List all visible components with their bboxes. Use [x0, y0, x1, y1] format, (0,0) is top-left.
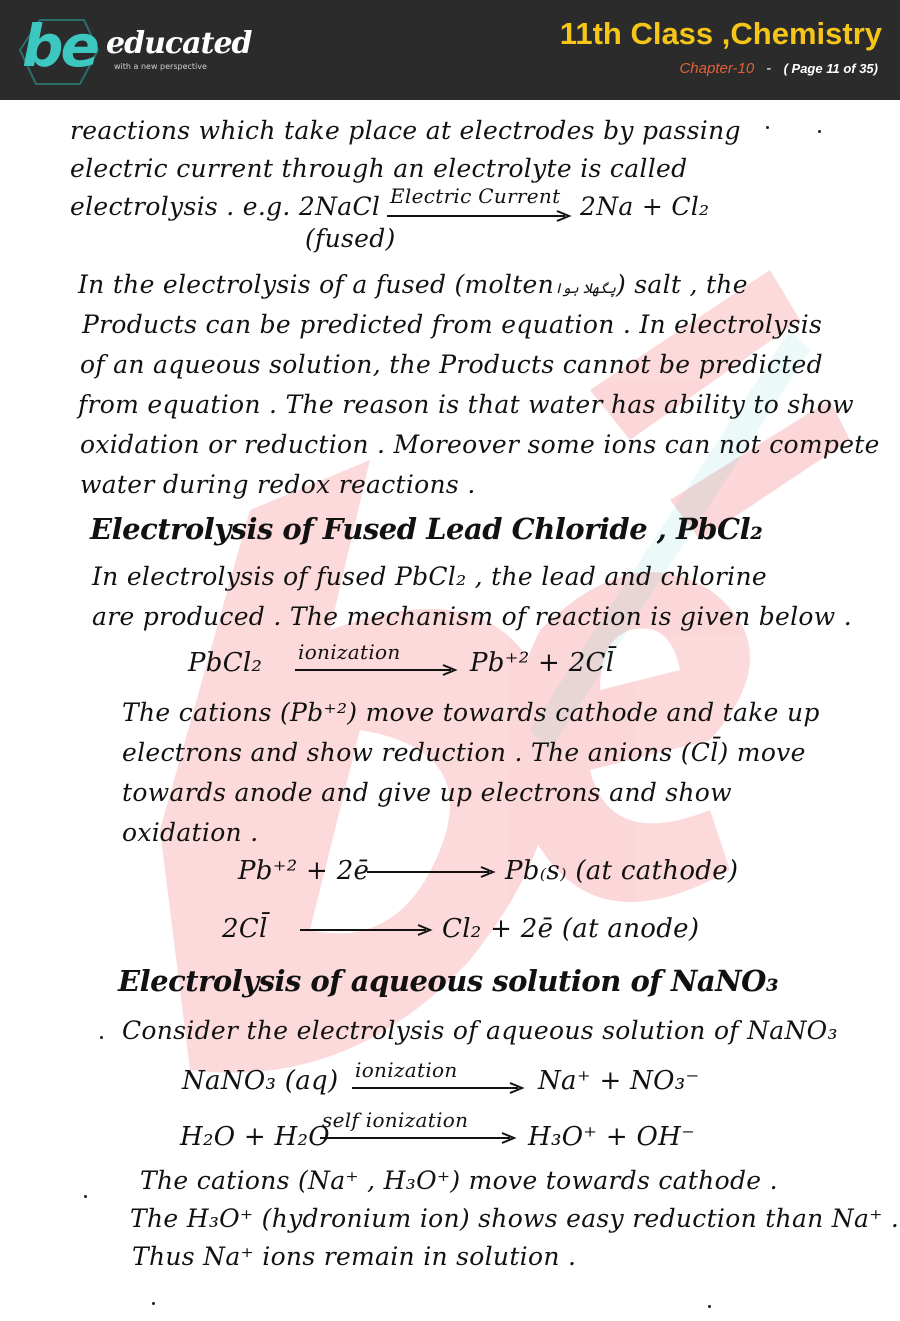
note-line: The H₃O⁺ (hydronium ion) shows easy reduction than Na⁺ .	[130, 1204, 900, 1233]
page-subtitle	[679, 60, 878, 77]
page-number: ( Page 11 of 35)	[783, 61, 878, 76]
arrow-label: self ionization	[322, 1108, 469, 1132]
ink-dot	[84, 1195, 87, 1198]
reaction-arrow-icon	[350, 1082, 530, 1096]
note-text: ) salt , the	[615, 270, 748, 299]
note-line	[78, 270, 748, 299]
ink-dot	[818, 130, 821, 133]
be-educated-logo	[14, 12, 252, 94]
equation-right: Pb⁺² + 2Cl̄	[470, 648, 615, 678]
arrow-label: ionization	[355, 1058, 458, 1082]
arrow-label: ionization	[298, 640, 401, 664]
note-line: electrons and show reduction . The anions (Cl̄) move	[122, 738, 806, 767]
note-line: water during redox reactions .	[80, 470, 476, 499]
chapter-label: Chapter-10	[679, 60, 755, 77]
logo-tagline: with a new perspective	[114, 62, 207, 71]
equation-right: Na⁺ + NO₃⁻	[538, 1066, 700, 1096]
page-title: 11th Class ,Chemistry	[559, 16, 882, 51]
reaction-arrow-icon	[385, 210, 575, 224]
note-line: In electrolysis of fused PbCl₂ , the lead and chlorine	[92, 562, 767, 591]
ink-dot	[766, 126, 769, 129]
note-line: 2Na + Cl₂	[580, 192, 710, 221]
note-line: Thus Na⁺ ions remain in solution .	[132, 1242, 577, 1271]
section-heading: Electrolysis of aqueous solution of NaNO₃	[118, 964, 779, 998]
section-heading: Electrolysis of Fused Lead Chloride , PbCl₂	[90, 512, 763, 546]
equation-right: Pb₍s₎ (at cathode)	[505, 856, 739, 886]
note-line: Consider the electrolysis of aqueous solution of NaNO₃	[122, 1016, 838, 1045]
note-line: The cations (Na⁺ , H₃O⁺) move towards cathode .	[140, 1166, 778, 1195]
ink-dot	[100, 1036, 103, 1039]
note-line: are produced . The mechanism of reaction is given below .	[92, 602, 852, 631]
reaction-arrow-icon	[318, 1132, 523, 1146]
note-line: reactions which take place at electrodes by passing	[70, 116, 741, 145]
header-separator: -	[766, 60, 772, 77]
logo-be: be	[22, 12, 97, 80]
arrow-label: Electric Current	[390, 184, 561, 208]
equation-right: Cl₂ + 2ē (at anode)	[442, 914, 700, 944]
equation-left: H₂O + H₂O	[180, 1122, 330, 1152]
note-text: In the electrolysis of a fused (molten	[78, 270, 555, 299]
equation-left: 2Cl̄	[222, 914, 268, 944]
note-line: of an aqueous solution, the Products cannot be predicted	[80, 350, 823, 379]
note-line: electrolysis . e.g. 2NaCl	[70, 192, 381, 221]
page-header	[0, 0, 900, 100]
note-line: oxidation or reduction . Moreover some ions can not compete	[80, 430, 880, 459]
note-line: towards anode and give up electrons and show	[122, 778, 732, 807]
note-line: (fused)	[305, 224, 396, 253]
ink-dot	[152, 1302, 155, 1305]
handwritten-notes	[0, 100, 900, 1321]
note-line: electric current through an electrolyte is called	[70, 154, 688, 183]
equation-left: Pb⁺² + 2ē	[238, 856, 370, 886]
reaction-arrow-icon	[298, 924, 438, 938]
equation-left: NaNO₃ (aq)	[182, 1066, 339, 1096]
equation-right: H₃O⁺ + OH⁻	[528, 1122, 696, 1152]
equation-left: PbCl₂	[188, 648, 263, 678]
note-line: Products can be predicted from equation . In electrolysis	[82, 310, 823, 339]
reaction-arrow-icon	[293, 664, 463, 678]
reaction-arrow-icon	[365, 866, 500, 880]
note-line: from equation . The reason is that water has ability to show	[78, 390, 854, 419]
logo-educated: educated	[106, 26, 252, 61]
note-line: The cations (Pb⁺²) move towards cathode and take up	[122, 698, 820, 727]
ink-dot	[708, 1305, 711, 1308]
urdu-gloss: پگھلا ہوا	[554, 281, 616, 297]
note-line: oxidation .	[122, 818, 259, 847]
